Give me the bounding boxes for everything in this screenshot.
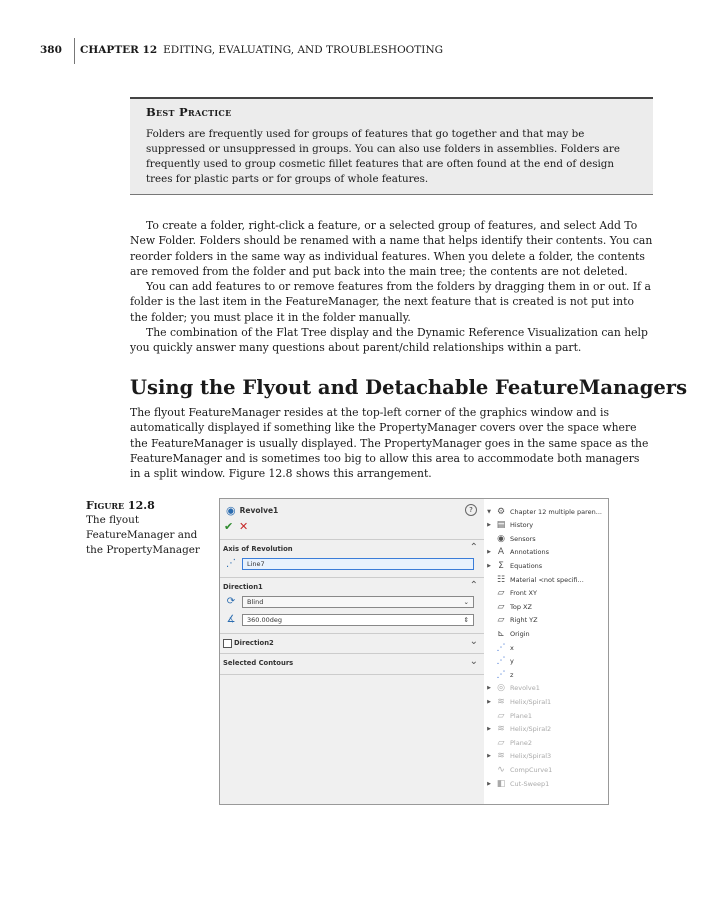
expand-arrow-icon[interactable]: ▶ <box>487 685 491 692</box>
paragraph: To create a folder, right-click a feature, or a selected group of features, and select Add To New Folder. Folders should be renamed with a name that helps identify their contents. You can reorder folders in the same way as individual features. When you delete a folder, the contents are removed from the folder and put back into the main tree; the contents are not deleted. <box>130 219 653 278</box>
axis-selection-field[interactable]: Line7 <box>242 558 474 570</box>
feature-label: Plane2 <box>510 738 532 747</box>
feature-label: Cut-Sweep1 <box>510 779 550 788</box>
expand-arrow-icon[interactable]: ▶ <box>487 698 491 705</box>
feature-tree-item[interactable] <box>484 519 608 532</box>
feature-label: Annotations <box>510 548 550 557</box>
help-icon[interactable]: ? <box>465 504 477 516</box>
expand-arrow-icon[interactable]: ▶ <box>487 726 491 733</box>
spinner-icon[interactable]: ⇕ <box>463 616 469 624</box>
expand-arrow-icon[interactable]: ▶ <box>487 753 491 760</box>
revolve-icon: ◉ <box>226 503 236 517</box>
axis-of-revolution-label[interactable]: Axis of Revolution <box>223 545 293 553</box>
feature-tree-item[interactable] <box>484 546 608 559</box>
angle-value: 360.00deg <box>247 616 282 624</box>
chevron-down-icon: ⌄ <box>463 598 469 606</box>
feature-icon: ⊾ <box>497 628 505 639</box>
feature-icon: ⚙ <box>496 506 506 517</box>
feature-icon: ≋ <box>497 696 505 707</box>
best-practice-text: Folders are frequently used for groups of features that go together and that may be suppressed or unsuppressed in groups. You can also use folders in assemblies. Folders are frequently used to group cosmetic fillet features that are often found at the end of design trees for plastic parts or for groups of whole features. <box>146 128 620 185</box>
chevron-up-icon[interactable]: ⌃ <box>469 542 478 553</box>
feature-tree-item[interactable] <box>484 614 608 627</box>
figure-label: Figure 12.8 <box>86 499 155 512</box>
feature-label: z <box>510 670 514 679</box>
feature-icon: ▱ <box>497 615 505 626</box>
feature-icon: ▱ <box>497 601 505 612</box>
expand-arrow-icon[interactable]: ▶ <box>487 780 491 787</box>
expand-arrow-icon[interactable]: ▶ <box>487 522 491 529</box>
expand-arrow-icon[interactable]: ▶ <box>487 562 491 569</box>
reverse-direction-icon[interactable]: ⟳ <box>226 595 236 607</box>
selected-contours-label[interactable]: Selected Contours <box>223 659 294 667</box>
property-manager-title-label: Revolve1 <box>239 505 279 515</box>
section-heading: Using the Flyout and Detachable FeatureManagers <box>130 376 688 399</box>
direction2-group <box>220 633 484 654</box>
feature-tree-item[interactable] <box>484 587 608 600</box>
feature-icon: ◉ <box>497 533 505 544</box>
end-condition-select[interactable] <box>242 596 474 608</box>
figure-screenshot <box>219 498 609 805</box>
feature-tree-item[interactable] <box>484 736 608 749</box>
feature-tree-item[interactable] <box>484 532 608 545</box>
feature-label: x <box>510 643 514 652</box>
feature-label: Helix/Spiral3 <box>510 752 552 761</box>
feature-tree-item[interactable] <box>484 505 608 518</box>
feature-tree-item[interactable] <box>484 750 608 763</box>
selected-contours-group <box>220 653 484 675</box>
property-manager-title <box>226 503 278 517</box>
feature-label: Helix/Spiral2 <box>510 725 552 734</box>
feature-label: Revolve1 <box>510 684 540 693</box>
flyout-feature-manager <box>484 499 608 804</box>
property-manager <box>220 499 485 804</box>
expand-arrow-icon[interactable]: ▼ <box>487 508 491 515</box>
feature-label: Front XY <box>510 589 537 598</box>
feature-icon: ◧ <box>496 778 506 789</box>
page-number: 380 <box>40 44 62 56</box>
body-text <box>130 218 653 356</box>
feature-tree-item[interactable] <box>484 709 608 722</box>
feature-tree-item[interactable] <box>484 763 608 776</box>
axis-icon: ⋰ <box>226 557 236 569</box>
feature-label: Equations <box>510 561 543 570</box>
chapter-heading <box>80 44 443 56</box>
feature-icon: ⋰ <box>496 656 506 667</box>
feature-tree-item[interactable] <box>484 695 608 708</box>
end-condition-value: Blind <box>247 598 264 606</box>
feature-icon: Σ <box>498 560 504 571</box>
feature-tree-item[interactable] <box>484 682 608 695</box>
paragraph: You can add features to or remove features from the folders by dragging them in or out. If a folder is the last item in the FeatureManager, the next feature that is created is not put into the folder; you must place it in the folder manually. <box>130 280 651 324</box>
chapter-title: EDITING, EVALUATING, AND TROUBLESHOOTING <box>163 44 444 56</box>
feature-tree-item[interactable] <box>484 641 608 654</box>
feature-icon: ◎ <box>497 683 505 694</box>
feature-icon: ☷ <box>496 574 506 585</box>
feature-icon: A <box>497 547 505 558</box>
chevron-down-icon[interactable]: ⌄ <box>469 656 478 667</box>
feature-tree-item[interactable] <box>484 627 608 640</box>
angle-icon: ∡ <box>226 613 236 625</box>
feature-label: Material <not specifi... <box>510 575 584 584</box>
feature-label: Helix/Spiral1 <box>510 697 552 706</box>
section-paragraph: The flyout FeatureManager resides at the top-left corner of the graphics window and is automatically displayed if something like the PropertyManager covers over the space where the FeatureManager is usually displayed. The PropertyManager goes in the same space as the FeatureManager and is sometimes too big to allow this area to accommodate both managers in a split window. Figure 12.8 shows this arrangement. <box>130 406 649 481</box>
feature-icon: ∿ <box>497 764 505 775</box>
direction1-label[interactable]: Direction1 <box>223 583 263 591</box>
feature-tree-item[interactable] <box>484 559 608 572</box>
feature-icon: ▱ <box>497 737 505 748</box>
ok-button[interactable]: ✔ <box>224 520 234 533</box>
direction2-checkbox[interactable] <box>223 639 232 648</box>
chevron-down-icon[interactable]: ⌄ <box>469 636 478 647</box>
chevron-up-icon[interactable]: ⌃ <box>469 580 478 591</box>
best-practice-box <box>130 97 653 195</box>
feature-tree-item[interactable] <box>484 655 608 668</box>
angle-input[interactable] <box>242 614 474 626</box>
feature-label: History <box>510 521 534 530</box>
feature-label: CompCurve1 <box>510 765 553 774</box>
feature-tree-item[interactable] <box>484 600 608 613</box>
feature-label: Right YZ <box>510 616 538 625</box>
feature-label: Top XZ <box>510 602 532 611</box>
feature-icon: ≋ <box>497 724 505 735</box>
cancel-button[interactable]: ✕ <box>239 520 249 533</box>
feature-tree-item[interactable] <box>484 723 608 736</box>
expand-arrow-icon[interactable]: ▶ <box>487 549 491 556</box>
feature-icon: ▤ <box>496 520 506 531</box>
header-divider <box>74 38 75 64</box>
feature-label: y <box>510 657 514 666</box>
section-body <box>130 405 653 481</box>
direction2-label[interactable]: Direction2 <box>234 639 274 647</box>
chapter-label: CHAPTER 12 <box>80 44 158 56</box>
feature-icon: ≋ <box>497 751 505 762</box>
feature-tree-item[interactable] <box>484 777 608 790</box>
direction1-group <box>220 577 484 634</box>
feature-icon: ▱ <box>497 710 505 721</box>
feature-icon: ⋰ <box>496 669 506 680</box>
feature-tree-item[interactable] <box>484 668 608 681</box>
feature-tree-item[interactable] <box>484 573 608 586</box>
figure-caption-text: The flyout FeatureManager and the PropertyManager <box>86 514 200 556</box>
feature-icon: ⋰ <box>496 642 506 653</box>
best-practice-title: Best Practice <box>146 105 232 119</box>
feature-icon: ▱ <box>497 588 505 599</box>
feature-label: Sensors <box>510 534 536 543</box>
figure-caption <box>86 498 206 558</box>
feature-label: Origin <box>510 629 530 638</box>
feature-label: Chapter 12 multiple paren... <box>510 507 602 516</box>
feature-label: Plane1 <box>510 711 532 720</box>
paragraph: The combination of the Flat Tree display and the Dynamic Reference Visualization can help you quickly answer many questions about parent/child relationships within a part. <box>130 326 648 355</box>
